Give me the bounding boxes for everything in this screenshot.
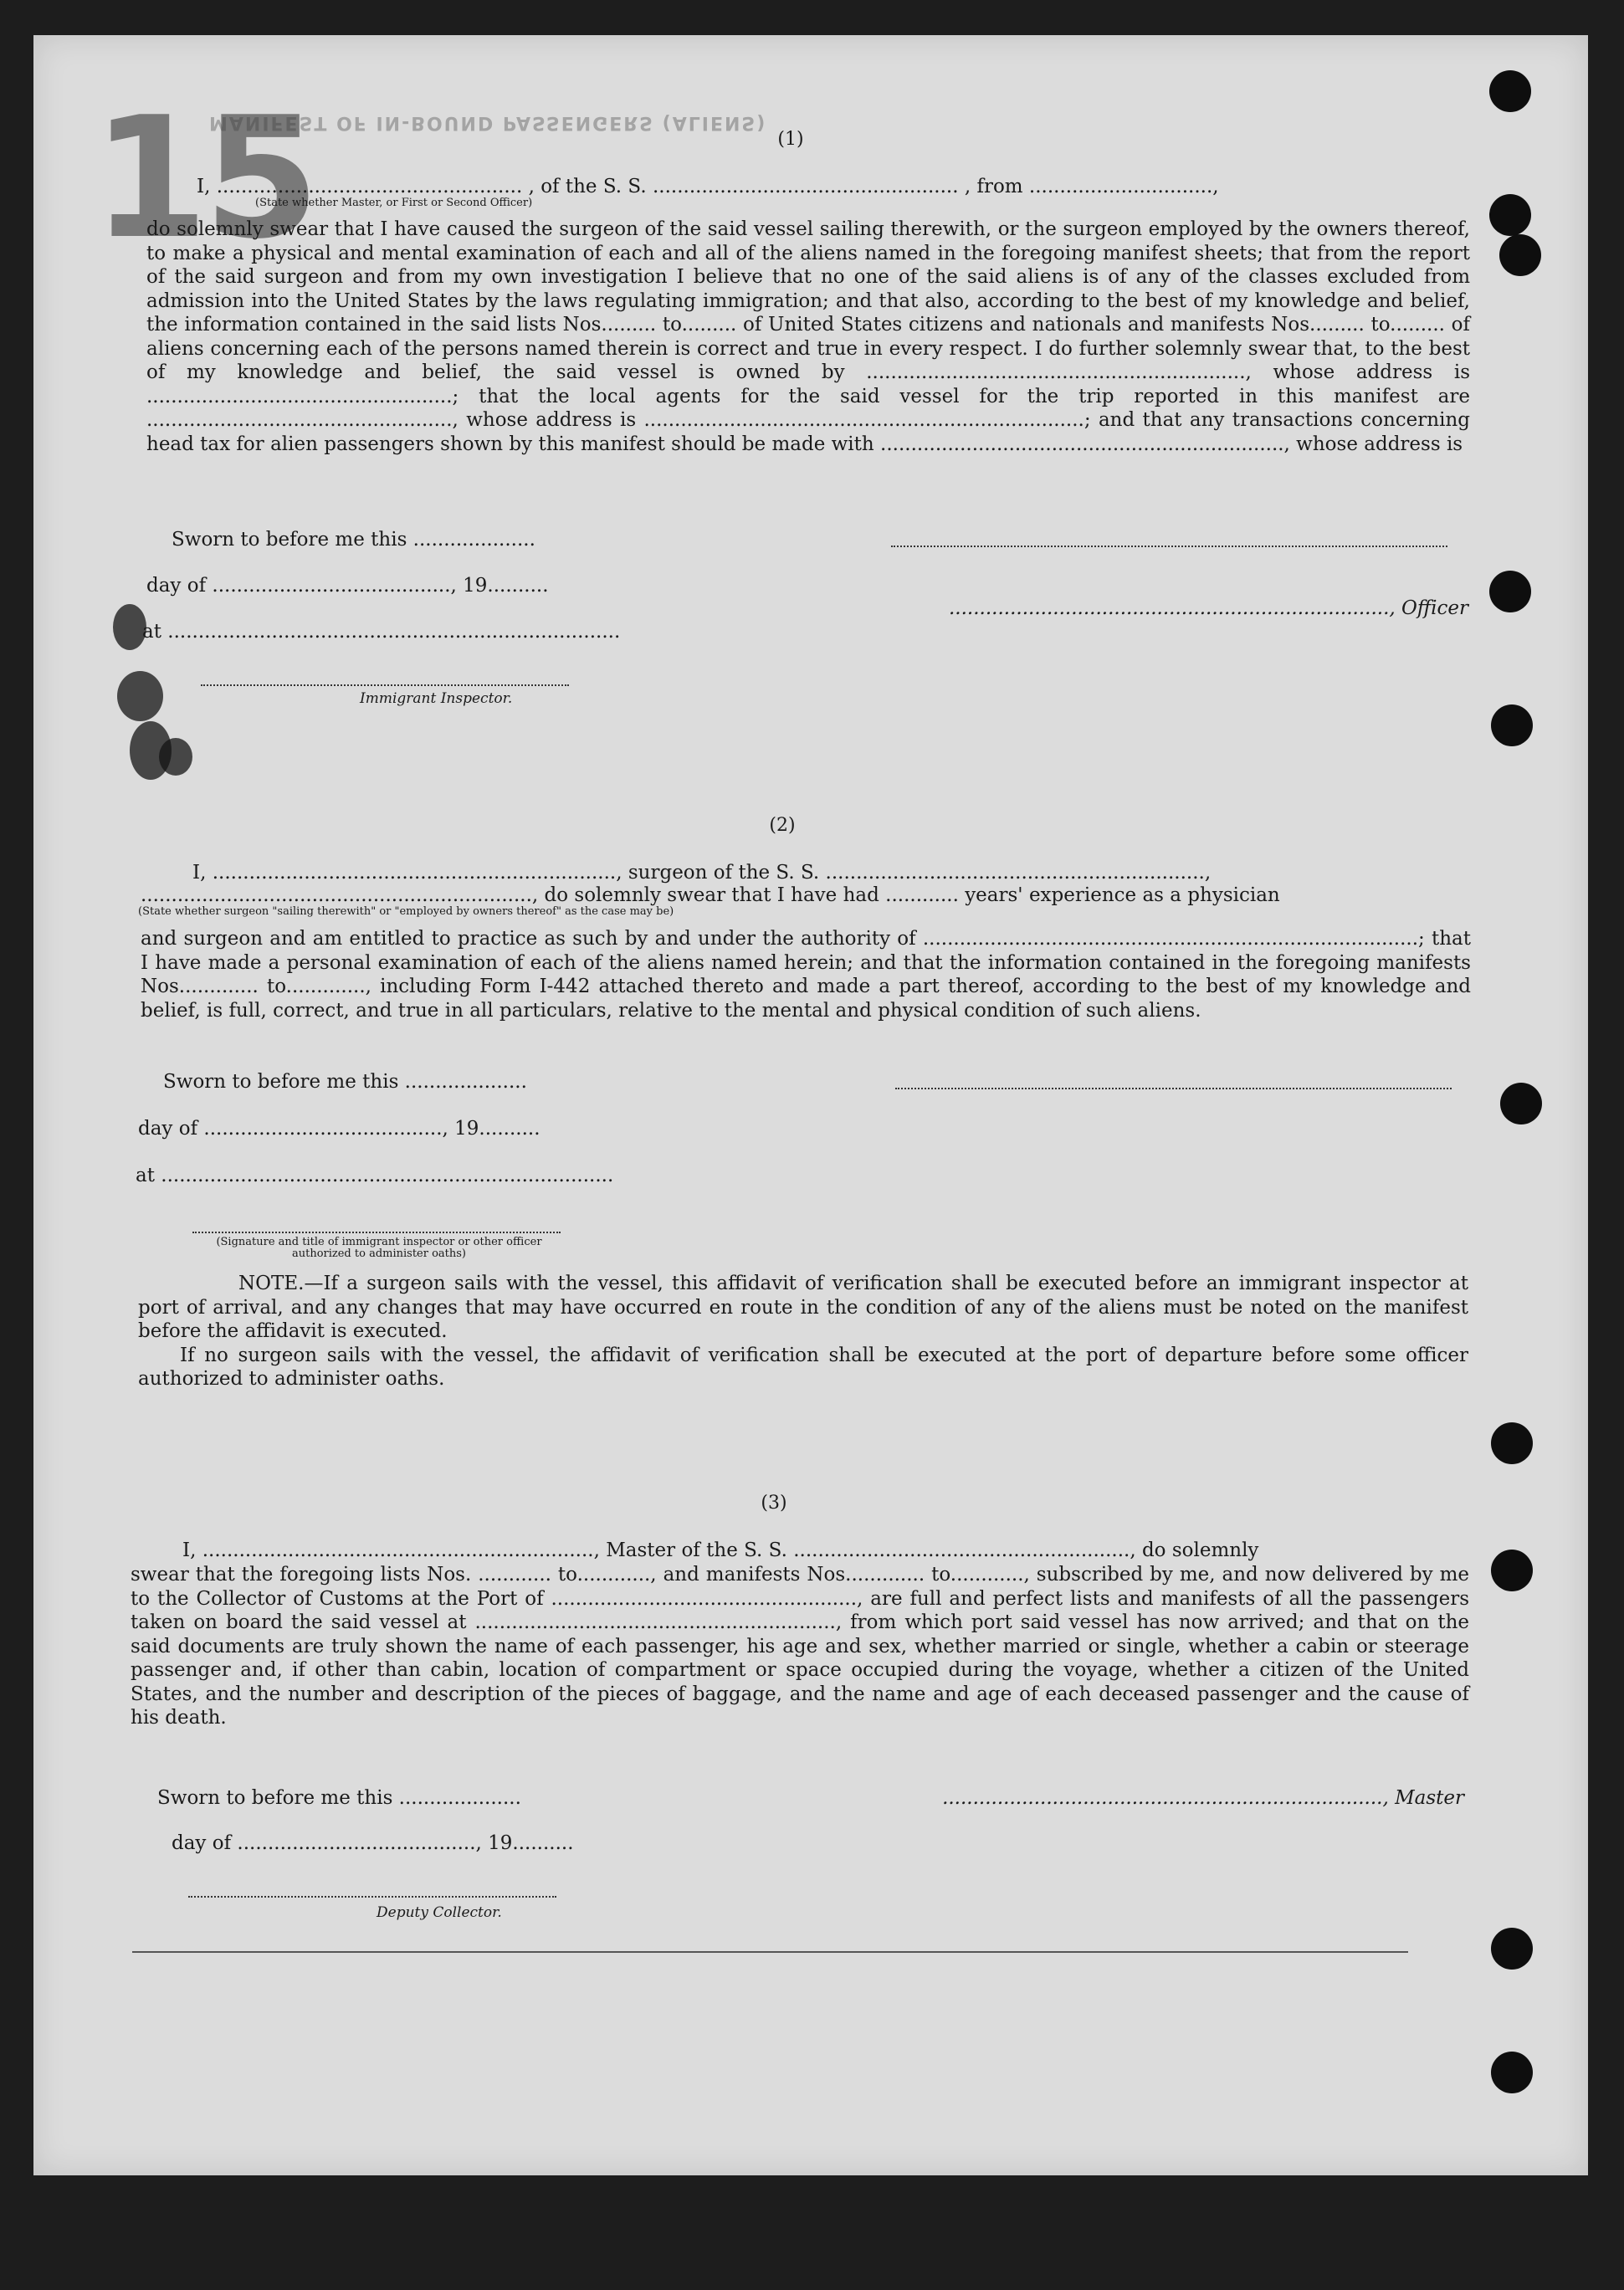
punch-hole-icon xyxy=(1491,1550,1533,1591)
section-3-body: swear that the foregoing lists Nos. ............ to............, and manifests Nos............. to............, subscribed by me, and now delivered by me to the Collector of Customs at the Port of .................................................., are full and perfect lists and manifests of all the passengers taken on board the said vessel at ..........................................................., from which port said vessel has now arrived; and that on the said documents are truly shown the name of each passenger, his age and sex, whether married or single, whether a cabin or steerage passenger and, if other than cabin, location of compartment or space occupied during the voyage, whether a citizen of the United States, and the number and description of the pieces of baggage, and the name and age of each deceased passenger and the cause of his death. xyxy=(131,1564,1469,1729)
note-body: —If a surgeon sails with the vessel, this affidavit of verification shall be executed before an immigrant inspector at port of arrival, and any changes that may have occurred en route in the condition of any of the aliens must be noted on the manifest before the affidavit is executed. xyxy=(138,1273,1468,1342)
section-2-line2: ................................................................, do solemnly swear that I have had ............ years' experience as a physician xyxy=(141,884,1280,906)
section-1-sworn: Sworn to before me this .................... xyxy=(172,529,535,551)
punch-hole-icon xyxy=(1489,194,1531,236)
section-1-number: (1) xyxy=(777,129,804,150)
note-heading: NOTE. xyxy=(238,1273,305,1294)
section-3-master: ........................................................................, Master xyxy=(942,1787,1464,1809)
section-1-inspector-caption: Immigrant Inspector. xyxy=(360,690,513,707)
section-3-sworn: Sworn to before me this .................... xyxy=(157,1787,521,1809)
section-2-surgeon-signature-line xyxy=(895,1088,1452,1089)
section-3-number: (3) xyxy=(761,1493,787,1514)
punch-hole-icon xyxy=(1491,704,1533,746)
section-2-surgeon-note: (State whether surgeon "sailing therewith" or "employed by owners thereof" as the case may be) xyxy=(138,905,674,918)
section-2-day: day of ......................................., 19.......... xyxy=(138,1118,540,1140)
manifest-page xyxy=(33,35,1588,2175)
ink-smudge-icon xyxy=(117,671,163,721)
section-2-at: at .......................................................................... xyxy=(136,1165,614,1186)
ink-smudge-icon xyxy=(113,604,146,650)
section-2-number: (2) xyxy=(769,815,796,836)
section-3-deputy-caption: Deputy Collector. xyxy=(377,1904,502,1921)
punch-hole-icon xyxy=(1491,1928,1533,1970)
section-1-opening: I, .................................................. , of the S. S. .................................................. , from .............................., xyxy=(197,176,1219,197)
section-1-day: day of ......................................., 19.......... xyxy=(146,575,549,597)
section-2-note xyxy=(138,1272,1468,1391)
section-1-officer: ........................................................................, Officer xyxy=(948,597,1468,619)
section-1-body: do solemnly swear that I have caused the surgeon of the said vessel sailing therewith, or the surgeon employed by the owners thereof, to make a physical and mental examination of each and all of the aliens named in the foregoing manifest sheets; that from the report of the said surgeon and from my own investigation I believe that no one of the said aliens is of any of the classes excluded from admission into the United States by the laws regulating immigration; and that also, according to the best of my knowledge and belief, the information contained in the said lists Nos......... to......... of United States citizens and nationals and manifests Nos......... to......... of aliens concerning each of the persons named therein is correct and true in every respect. I do further solemnly swear that, to the best of my knowledge and belief, the said vessel is owned by .............................................................., whose address is ..................................................; that the local agents for the said vessel for the trip reported in this manifest are .................................................., whose address is ........................................................................; and that any transactions concerning head tax for alien passengers shown by this manifest should be made with .................................................................., whose address is xyxy=(146,218,1470,455)
note-body-2: If no surgeon sails with the vessel, the affidavit of verification shall be executed at the port of departure before some officer authorized to administer oaths. xyxy=(138,1344,1468,1390)
ink-smudge-icon xyxy=(159,738,192,776)
section-2-signature-caption: (Signature and title of immigrant inspector or other officer authorized to administer oaths) xyxy=(216,1236,542,1260)
punch-hole-icon xyxy=(1491,2052,1533,2093)
punch-hole-icon xyxy=(1489,571,1531,612)
section-1-officer-signature-line xyxy=(891,546,1447,547)
section-3-day: day of ......................................., 19.......... xyxy=(172,1832,574,1854)
punch-hole-icon xyxy=(1499,234,1541,276)
section-3-opening: I, ................................................................, Master of the S. S. ......................................................., do solemnly xyxy=(182,1539,1259,1561)
section-1-inspector-signature-line xyxy=(201,684,569,686)
section-2-body: and surgeon and am entitled to practice as such by and under the authority of .................................................................................; that I have made a personal examination of each of the aliens named herein; and that the information contained in the foregoing manifests Nos............. to............., including Form I-442 attached thereto and made a part thereof, according to the best of my knowledge and belief, is full, correct, and true in all particulars, relative to the mental and physical condition of such aliens. xyxy=(141,928,1471,1022)
bleed-through-heading: MANIFEST OF IN-BOUND PASSENGERS (ALIENS) xyxy=(209,112,767,133)
section-3-collector-signature-line xyxy=(188,1896,556,1898)
section-2-opening: I, .................................................................., surgeon of the S. S. .............................................................., xyxy=(192,862,1212,884)
punch-hole-icon xyxy=(1500,1083,1542,1125)
section-2-inspector-signature-line xyxy=(192,1232,561,1233)
section-1-at: at .......................................................................... xyxy=(142,621,621,643)
bottom-divider xyxy=(132,1951,1408,1953)
section-2-sworn: Sworn to before me this .................... xyxy=(163,1071,527,1093)
punch-hole-icon xyxy=(1489,70,1531,112)
stamp-number: 15 xyxy=(92,81,315,276)
section-1-rank-note: (State whether Master, or First or Second Officer) xyxy=(255,197,533,209)
punch-hole-icon xyxy=(1491,1422,1533,1464)
